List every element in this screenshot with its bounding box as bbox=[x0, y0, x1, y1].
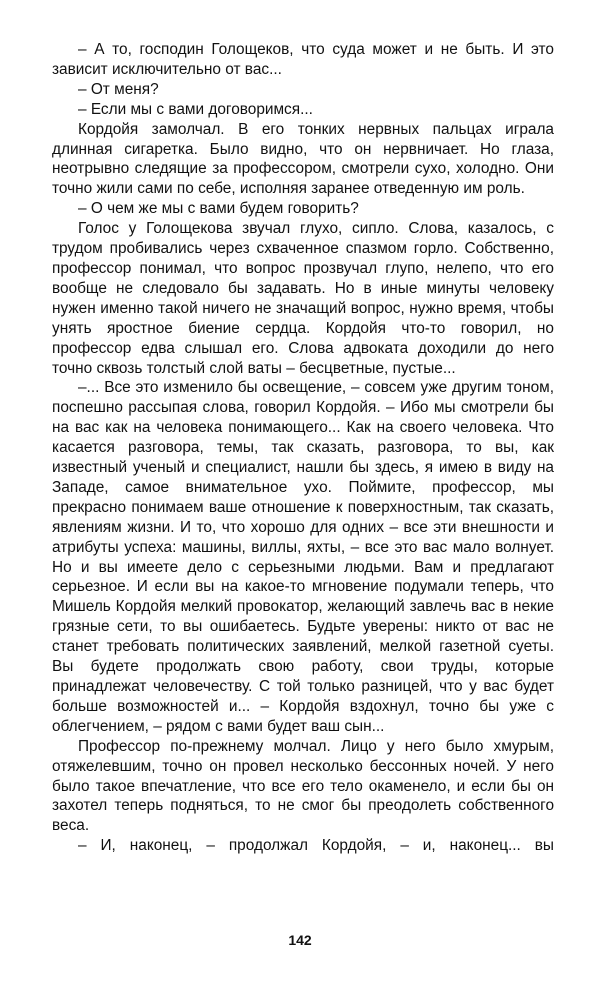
page-number: 142 bbox=[288, 932, 312, 948]
paragraph-8: Профессор по-прежнему молчал. Лицо у него было хмурым, отяжелевшим, точно он провел несколько бессонных ночей. У него было такое впечатление, что все его тело окаменело, и если бы он захотел теперь подняться, то не смог бы преодолеть собственного веса. bbox=[52, 737, 554, 835]
paragraph-6: Голос у Голощекова звучал глухо, сипло. Слова, казалось, с трудом пробивались через схваченное спазмом горло. Собственно, профессор понимал, что вопрос прозвучал глупо, нелепо, что его вообще не следовало бы задавать. Но в иные минуты человеку нужен именно такой ничего не значащий вопрос, нужно время, чтобы унять яростное биение сердца. Кордойя что-то говорил, но профессор едва слышал его. Слова адвоката доходили до него точно сквозь толстый слой ваты – бесцветные, пустые... bbox=[52, 220, 554, 377]
paragraph-2: – От меня? bbox=[78, 80, 159, 98]
paragraph-7: –... Все это изменило бы освещение, – совсем уже другим тоном, поспешно рассыпая слова, говорил Кордойя. – Ибо мы смотрели бы на вас как на человека понимающего... Как на своего человека. Что касается разговора, темы, так сказать, разговора, то вы, как известный ученый и специалист, нашли бы здесь, я имею в виду на Западе, самое внимательное ухо. Поймите, профессор, мы прекрасно понимаем ваше отношение к поверхностным, так сказать, явлениям жизни. И то, что хорошо для одних – все эти внешности и атрибуты успеха: машины, виллы, яхты, – все это вас мало волнует. Но и вы имеете дело с серьезными людьми. Вам и предлагают серьезное. И если вы на какое-то мгновение подумали теперь, что Мишель Кордойя мелкий провокатор, желающий завлечь вас в некие грязные сети, то вы ошибаетесь. Будьте уверены: никто от вас не станет требовать политических заявлений, мелкой газетной суеты. Вы будете продолжать свою работу, свои труды, которые принадлежат человечеству. С той только разницей, что у вас будет больше возможностей и... – Кордойя вздохнул, точно бы уже с облегчением, – рядом с вами будет ваш сын... bbox=[52, 379, 554, 735]
paragraph-3: – Если мы с вами договоримся... bbox=[78, 100, 313, 118]
paragraph-5: – О чем же мы с вами будем говорить? bbox=[78, 200, 359, 218]
paragraph-9: – И, наконец, – продолжал Кордойя, – и, наконец... вы bbox=[78, 837, 554, 855]
paragraph-1: – А то, господин Голощеков, что суда может и не быть. И это зависит исключительно от вас... bbox=[52, 41, 554, 78]
paragraph-4: Кордойя замолчал. В его тонких нервных пальцах играла длинная сигаретка. Было видно, что он нервничает. Но глаза, неотрывно следящие за профессором, смотрели сухо, холодно. Они точно жили сами по себе, исполняя заранее отведенную им роль. bbox=[52, 120, 554, 198]
book-page-text bbox=[52, 40, 554, 856]
